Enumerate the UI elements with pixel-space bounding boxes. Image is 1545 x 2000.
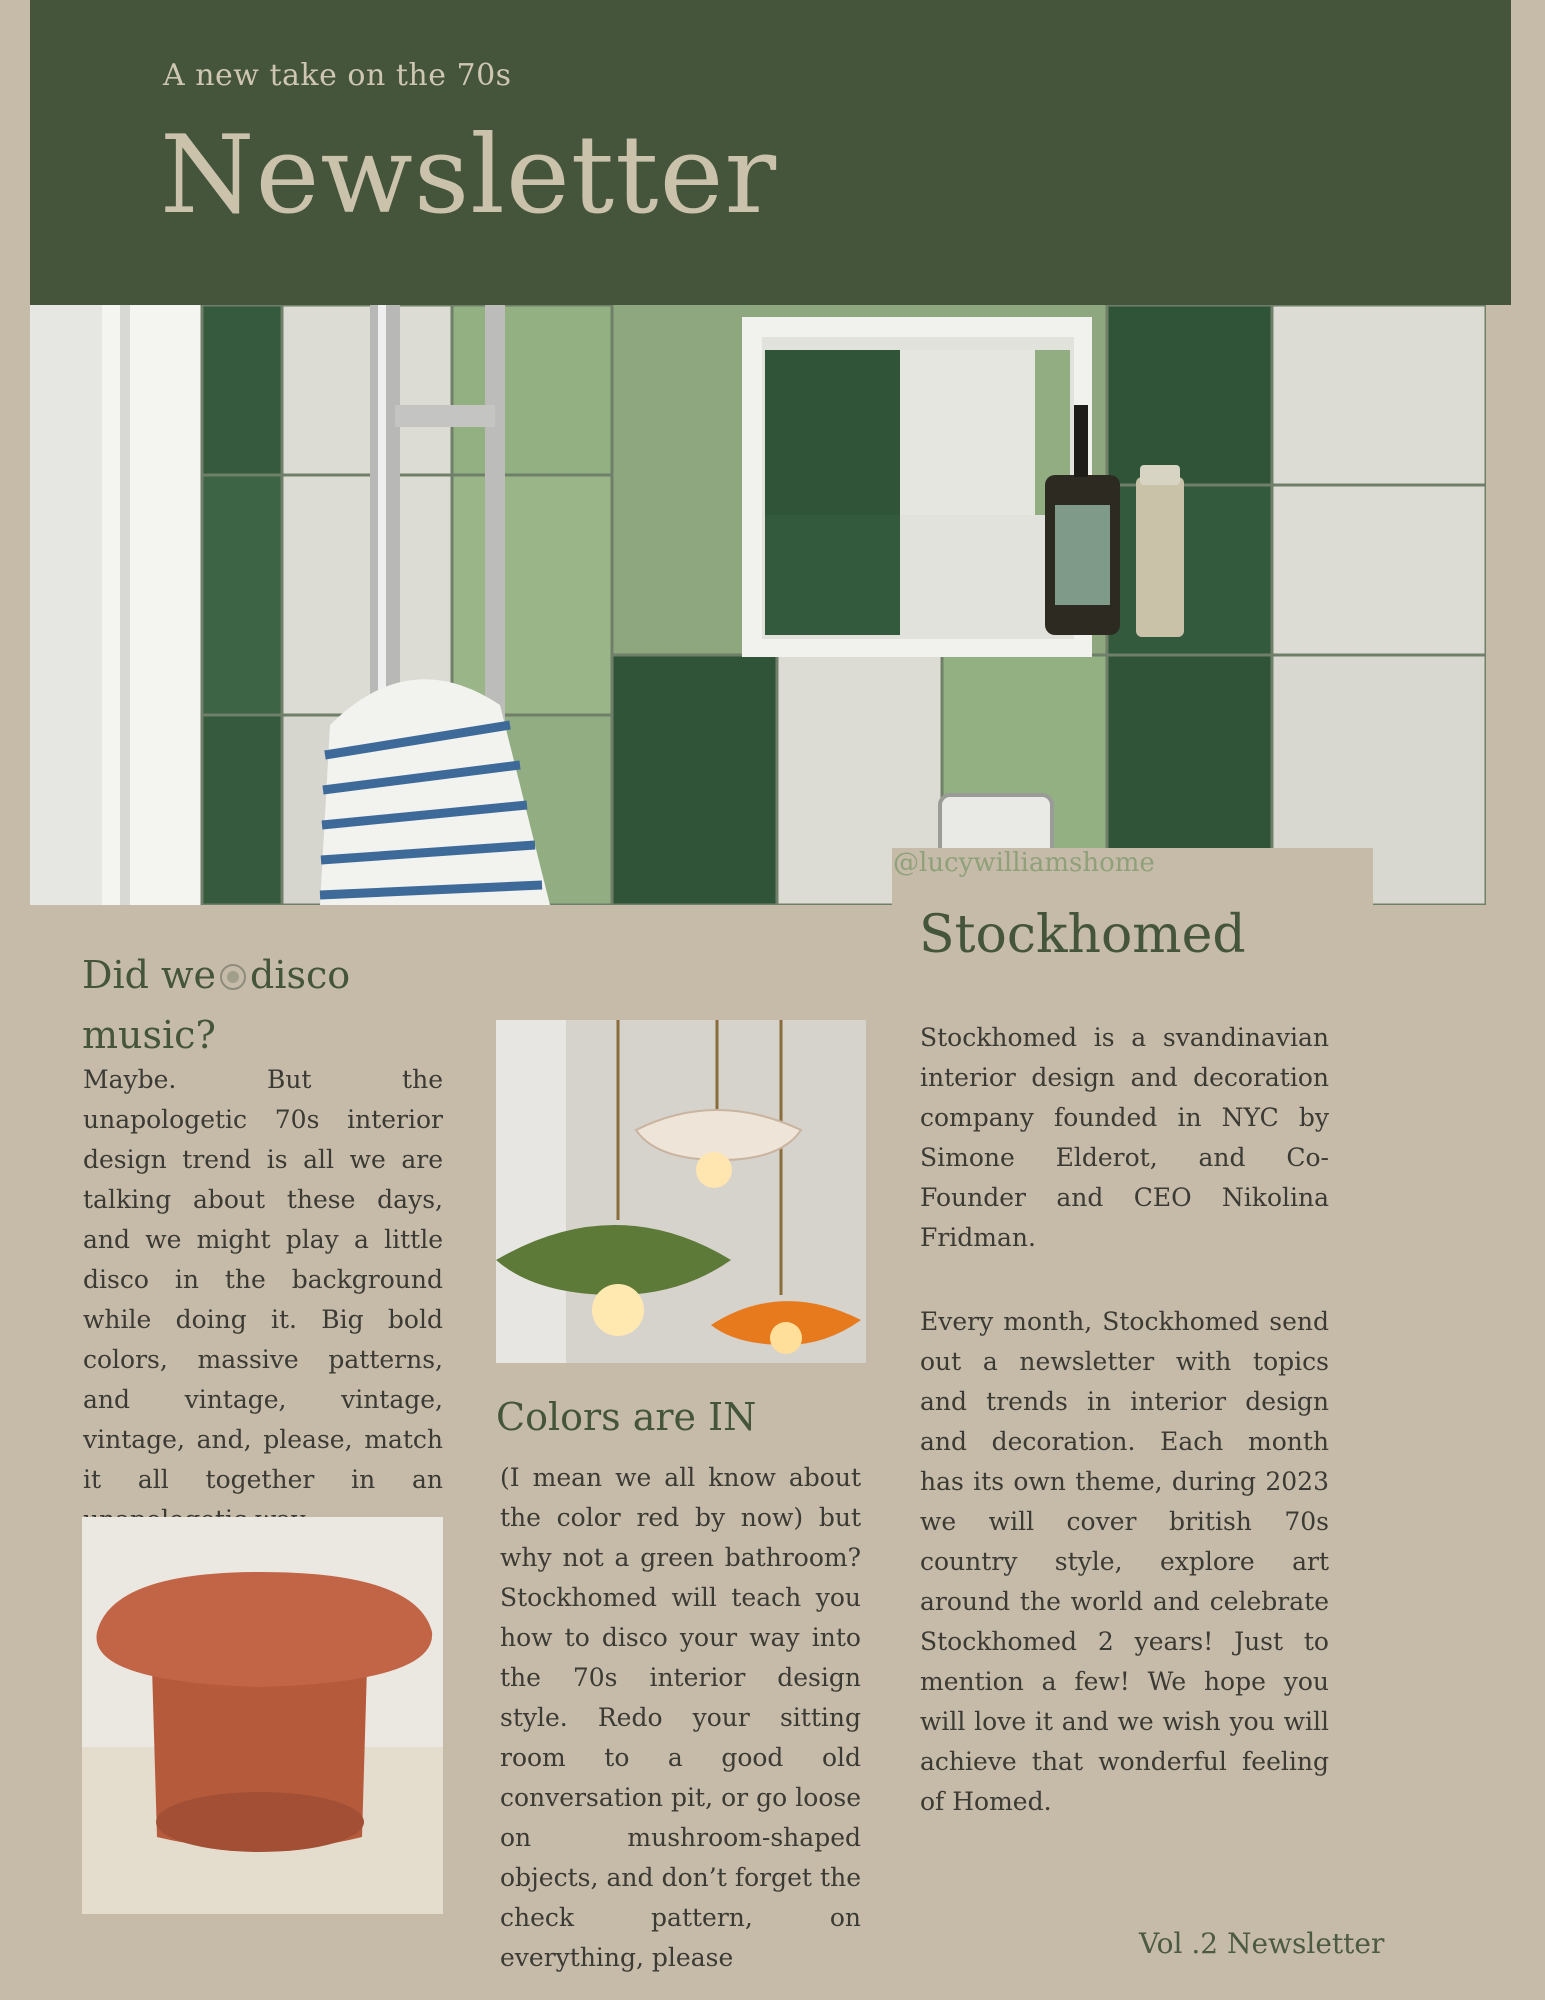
right-paragraph-1: Stockhomed is a svandinavian interior design and decoration company founded in NYC by Simone Elderot, and Co-Founder and CEO Nikolina Fridman. [920, 1023, 1329, 1252]
middle-heading: Colors are IN [496, 1395, 757, 1439]
mushroom-stool-photo [82, 1517, 443, 1914]
pendant-lamps-photo [496, 1020, 866, 1363]
left-heading [82, 945, 412, 1065]
tagline: A new take on the 70s [163, 58, 512, 93]
page-title: Newsletter [160, 113, 778, 238]
right-paragraph-2: Every month, Stockhomed send out a newsletter with topics and trends in interior design and decoration. Each month has its own theme, during 2023 we will cover british 70s country style, explore art around the world and celebrate Stockhomed 2 years! Just to mention a few! We hope you will love it and we wish you will achieve that wonderful feeling of Homed. [920, 1307, 1329, 1816]
disco-seal-icon [218, 962, 248, 992]
left-body: Maybe. But the unapologetic 70s interior design trend is all we are talking about these days, and we might play a little disco in the background while doing it. Big bold colors, massive patterns, and vintage, vintage, vintage, and, please, match it all together in an [83, 1065, 443, 1494]
left-heading-line2: music? [82, 1013, 216, 1057]
right-heading: Stockhomed [919, 905, 1246, 965]
left-heading-part1: Did we [82, 953, 217, 997]
middle-body: (I mean we all know about the color red by now) but why not a green bathroom? Stockhomed will teach you how to disco your way into the 70s interior design style. Redo your sitting room to a good old conversation pit, or go loose on mushroom-shaped objects, and don’t forget the check pattern, on everything, please [500, 1463, 861, 1972]
left-heading-part2: disco [250, 953, 351, 997]
footer-volume: Vol .2 Newsletter [1139, 1927, 1385, 1960]
photo-credit: @lucywilliamshome [893, 848, 1155, 878]
hero-bathroom-photo [30, 305, 1486, 905]
